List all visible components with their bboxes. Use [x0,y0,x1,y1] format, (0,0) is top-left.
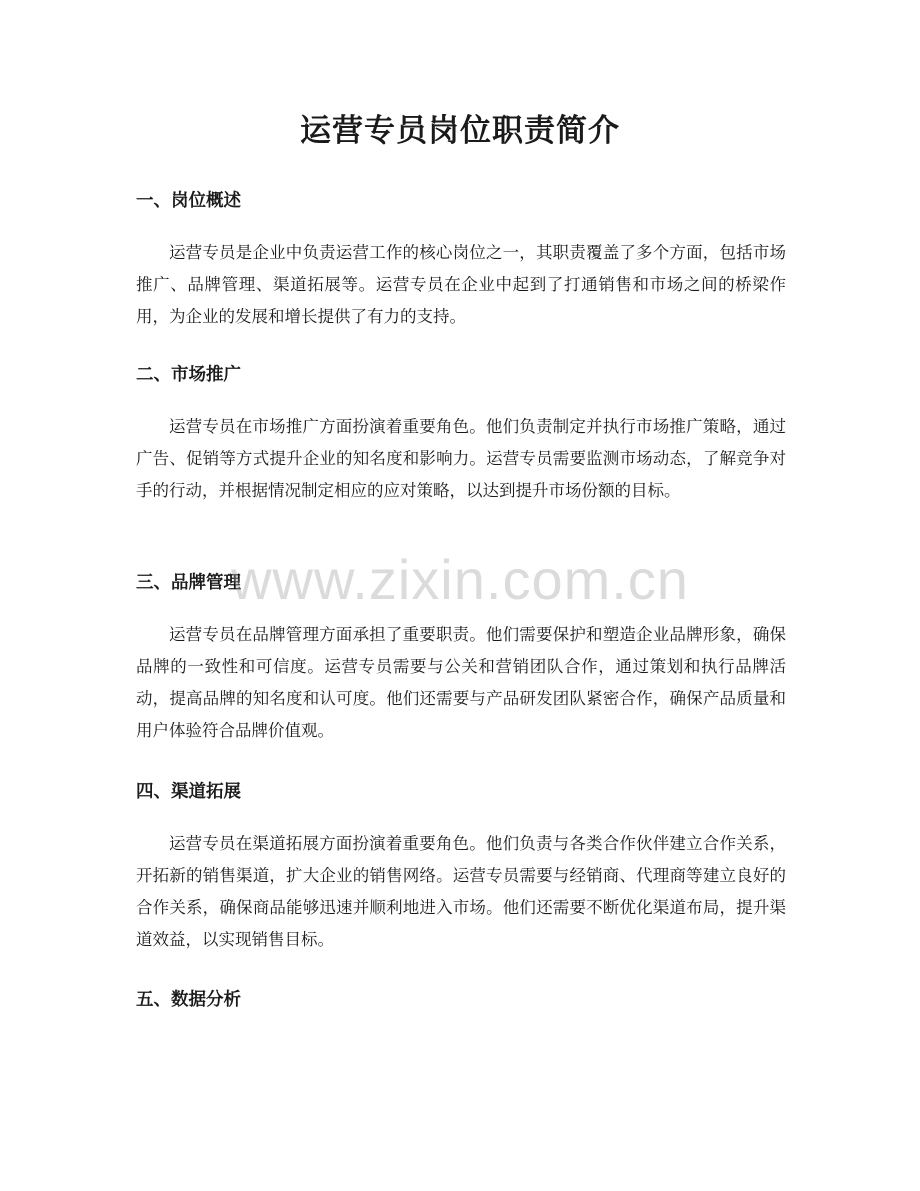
section-paragraph: 运营专员是企业中负责运营工作的核心岗位之一，其职责覆盖了多个方面，包括市场推广、品牌管理、渠道拓展等。运营专员在企业中起到了打通销售和市场之间的桥梁作用，为企业的发展和增长提供了有力的支持。 [136,243,786,326]
section-heading: 五、数据分析 [136,990,241,1010]
section-heading: 三、品牌管理 [136,573,241,593]
section-channel [136,779,786,956]
section-marketing [136,362,786,507]
section-heading: 四、渠道拓展 [136,782,241,802]
watermark: www.zixin.com.cn [231,548,689,611]
document-title: 运营专员岗位职责简介 [300,113,620,149]
section-heading: 一、岗位概述 [136,191,241,211]
section-overview [136,188,786,333]
section-paragraph: 运营专员在品牌管理方面承担了重要职责。他们需要保护和塑造企业品牌形象，确保品牌的一致性和可信度。运营专员需要与公关和营销团队合作，通过策划和执行品牌活动，提高品牌的知名度和认可度。他们还需要与产品研发团队紧密合作，确保产品质量和用户体验符合品牌价值观。 [136,625,786,740]
section-data-analysis [136,987,786,1013]
section-brand [136,570,786,747]
section-heading: 二、市场推广 [136,365,241,385]
section-paragraph: 运营专员在渠道拓展方面扮演着重要角色。他们负责与各类合作伙伴建立合作关系，开拓新的销售渠道，扩大企业的销售网络。运营专员需要与经销商、代理商等建立良好的合作关系，确保商品能够迅速并顺利地进入市场。他们还需要不断优化渠道布局，提升渠道效益，以实现销售目标。 [136,834,786,949]
section-paragraph: 运营专员在市场推广方面扮演着重要角色。他们负责制定并执行市场推广策略，通过广告、促销等方式提升企业的知名度和影响力。运营专员需要监测市场动态，了解竞争对手的行动，并根据情况制定相应的应对策略，以达到提升市场份额的目标。 [136,417,786,500]
